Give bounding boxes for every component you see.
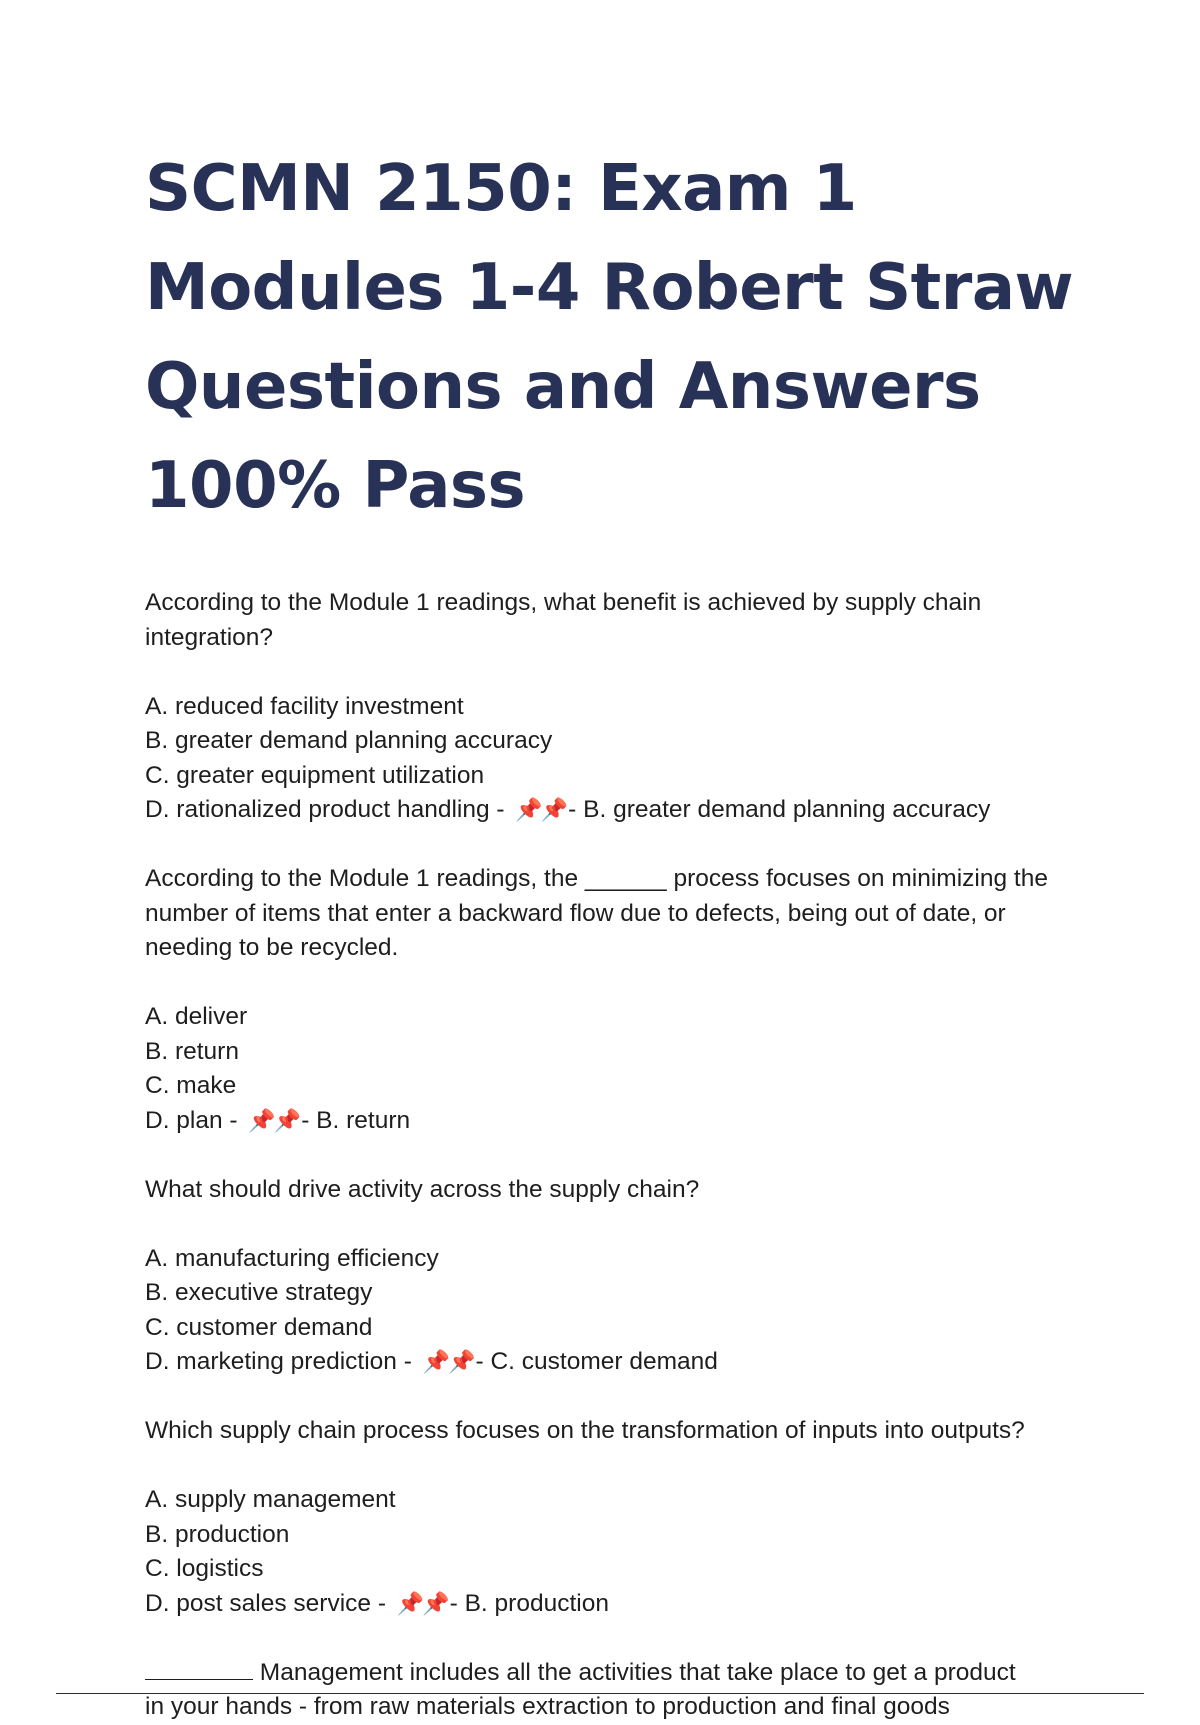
option-item: B. greater demand planning accuracy	[145, 727, 553, 754]
option-item: C. logistics	[145, 1555, 264, 1582]
document-title	[145, 140, 1095, 536]
answer-text: - B. production	[449, 1589, 609, 1617]
option-list	[145, 690, 1095, 828]
question-text-line-cut: in your hands - from raw materials extraction to production and final goods	[145, 1693, 950, 1720]
option-item: B. return	[145, 1037, 239, 1065]
title-line: SCMN 2150: Exam 1	[145, 152, 857, 226]
pushpin-icon: 📌📌	[515, 797, 567, 822]
fill-in-blank	[145, 1657, 253, 1680]
option-item: B. executive strategy	[145, 1279, 373, 1306]
option-item: C. customer demand	[145, 1313, 373, 1341]
answer-text: - C. customer demand	[475, 1348, 718, 1375]
page-bottom-divider	[56, 1693, 1144, 1694]
option-item: C. make	[145, 1072, 237, 1099]
answer-text: - B. greater demand planning accuracy	[568, 796, 991, 823]
title-line: Questions and Answers	[145, 350, 981, 424]
question-text: According to the Module 1 readings, what benefit is achieved by supply chain integration?	[145, 589, 982, 651]
question-text: Management includes all the activities that take place to get a product	[253, 1658, 1016, 1686]
option-item: A. deliver	[145, 1003, 248, 1030]
answer-text: - B. return	[301, 1106, 411, 1134]
option-text: D. plan -	[145, 1106, 245, 1134]
option-text: D. marketing prediction -	[145, 1348, 419, 1375]
option-item-with-answer	[145, 1587, 1095, 1622]
question-block	[145, 1173, 1095, 1380]
option-list	[145, 1242, 1095, 1380]
document-content	[145, 140, 1095, 1725]
question-block	[145, 1414, 1095, 1621]
title-line: 100% Pass	[145, 449, 526, 523]
question-text: What should drive activity across the supply chain?	[145, 1175, 700, 1203]
question-block	[145, 586, 1095, 828]
option-item-with-answer	[145, 793, 1095, 828]
question-text: Which supply chain process focuses on the transformation of inputs into outputs?	[145, 1417, 1025, 1444]
title-line: Modules 1-4 Robert Straw	[145, 251, 1074, 325]
option-text: D. rationalized product handling -	[145, 796, 512, 823]
pushpin-icon: 📌📌	[248, 1107, 300, 1133]
option-item: A. supply management	[145, 1486, 396, 1513]
option-item: A. manufacturing efficiency	[145, 1244, 439, 1272]
option-list	[145, 1483, 1095, 1621]
option-item: B. production	[145, 1520, 290, 1548]
question-block-partial	[145, 1656, 1095, 1725]
option-item-with-answer	[145, 1104, 1095, 1139]
option-text: D. post sales service -	[145, 1589, 393, 1617]
question-text: According to the Module 1 readings, the ______ process focuses on minimizing the number of items that enter a backward flow due to defects, being out of date, or needing to be recycled.	[145, 865, 1048, 961]
pushpin-icon: 📌📌	[396, 1590, 448, 1616]
option-item: A. reduced facility investment	[145, 692, 464, 720]
option-item: C. greater equipment utilization	[145, 761, 485, 789]
pushpin-icon: 📌📌	[422, 1349, 474, 1374]
option-item-with-answer	[145, 1345, 1095, 1380]
option-list	[145, 1000, 1095, 1138]
question-block	[145, 862, 1095, 1138]
question-text-line	[145, 1656, 1095, 1691]
